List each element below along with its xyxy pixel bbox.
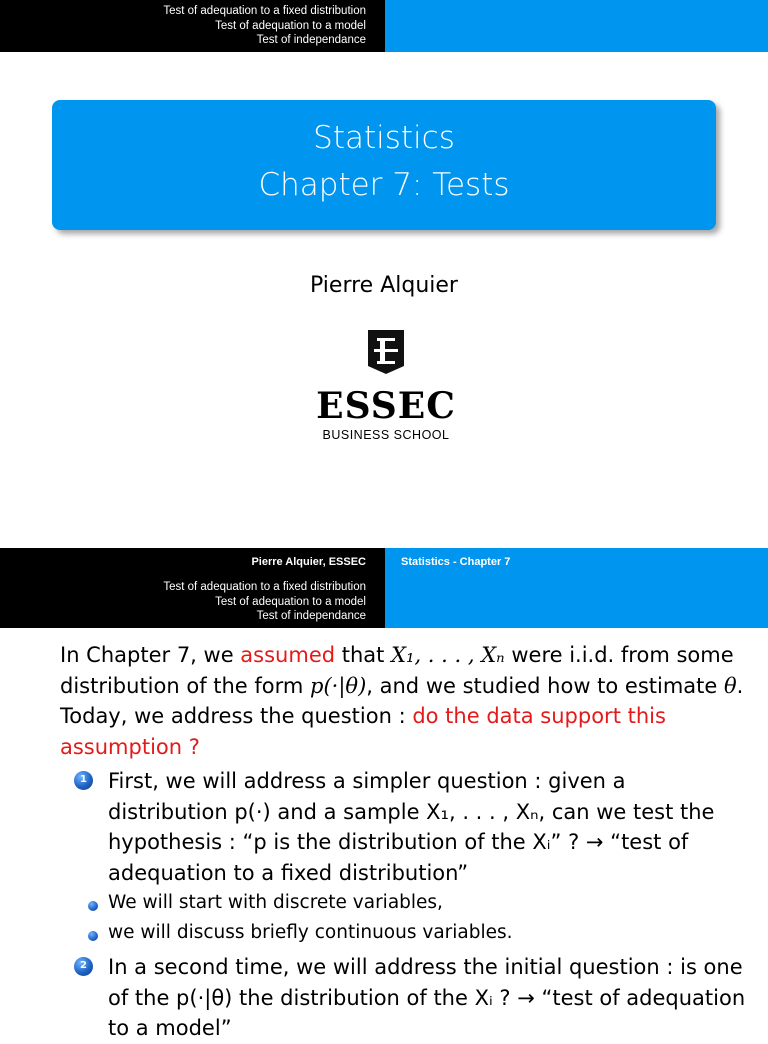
sub-list-item-text: We will start with discrete variables,	[108, 892, 443, 913]
math-distribution: p(·|θ)	[310, 673, 367, 698]
intro-highlight-question: do the data support this assumption ?	[60, 704, 666, 759]
nav-link-fixed-distribution[interactable]: Test of adequation to a fixed distribution	[163, 5, 366, 18]
logo-word: ESSEC	[316, 385, 456, 427]
intro-highlight-assumed: assumed	[240, 643, 336, 667]
intro-text: were i.i.d. from some distribution of the form	[60, 643, 734, 698]
section-nav	[0, 0, 385, 52]
section-nav-2	[0, 576, 385, 628]
list-item-text: First, we will address a simpler question : given a distribution p(·) and a sample X₁, . . . , Xₙ, can we test the hypothesis : “p is the distribution of the Xᵢ” ? → “test of adequation to a fixed distribution”	[108, 769, 715, 885]
header-accent-2	[385, 576, 768, 628]
author-name: Pierre Alquier	[310, 273, 458, 298]
title-line-1: Statistics	[313, 120, 455, 156]
header-accent	[385, 0, 768, 52]
footer-title: Statistics - Chapter 7	[385, 548, 768, 576]
intro-paragraph	[60, 640, 750, 762]
slide-body	[60, 640, 750, 1044]
intro-text: that	[335, 643, 392, 667]
logo-subtitle: BUSINESS SCHOOL	[322, 428, 450, 442]
nav-link-fixed-distribution[interactable]: Test of adequation to a fixed distribution	[163, 581, 366, 594]
list-item	[60, 766, 750, 888]
footer-bar	[0, 548, 768, 576]
number-ball-icon: 1	[74, 771, 93, 790]
header-bar-2	[0, 576, 768, 628]
intro-text: In Chapter 7, we	[60, 643, 241, 667]
nav-link-model[interactable]: Test of adequation to a model	[215, 19, 366, 32]
sub-list-item	[60, 888, 750, 918]
header-bar	[0, 0, 768, 52]
number-ball-icon: 2	[74, 957, 93, 976]
content-slide	[0, 548, 768, 1040]
bullet-icon	[88, 901, 98, 911]
sub-list-item-text: we will discuss briefly continuous variables.	[108, 922, 513, 943]
title-box	[52, 100, 716, 230]
intro-text: , and we studied how to estimate	[366, 673, 725, 698]
title-line-2: Chapter 7: Tests	[258, 167, 510, 203]
bullet-icon	[88, 931, 98, 941]
footer-author: Pierre Alquier, ESSEC	[0, 548, 385, 576]
list-item	[60, 952, 750, 1044]
essec-logo	[316, 328, 456, 448]
title-slide	[0, 0, 768, 512]
nav-link-model[interactable]: Test of adequation to a model	[215, 595, 366, 608]
math-theta: θ	[724, 673, 737, 698]
nav-link-independance[interactable]: Test of independance	[256, 610, 366, 623]
sub-list-item	[60, 918, 750, 948]
math-sample: X₁, . . . , Xₙ	[391, 643, 505, 667]
list-item-text: In a second time, we will address the initial question : is one of the p(·|θ) the distribution of the Xᵢ ? → “test of adequation to a model”	[108, 955, 746, 1040]
intro-text: . Today, we address the question :	[60, 673, 744, 728]
nav-link-independance[interactable]: Test of independance	[256, 34, 366, 47]
